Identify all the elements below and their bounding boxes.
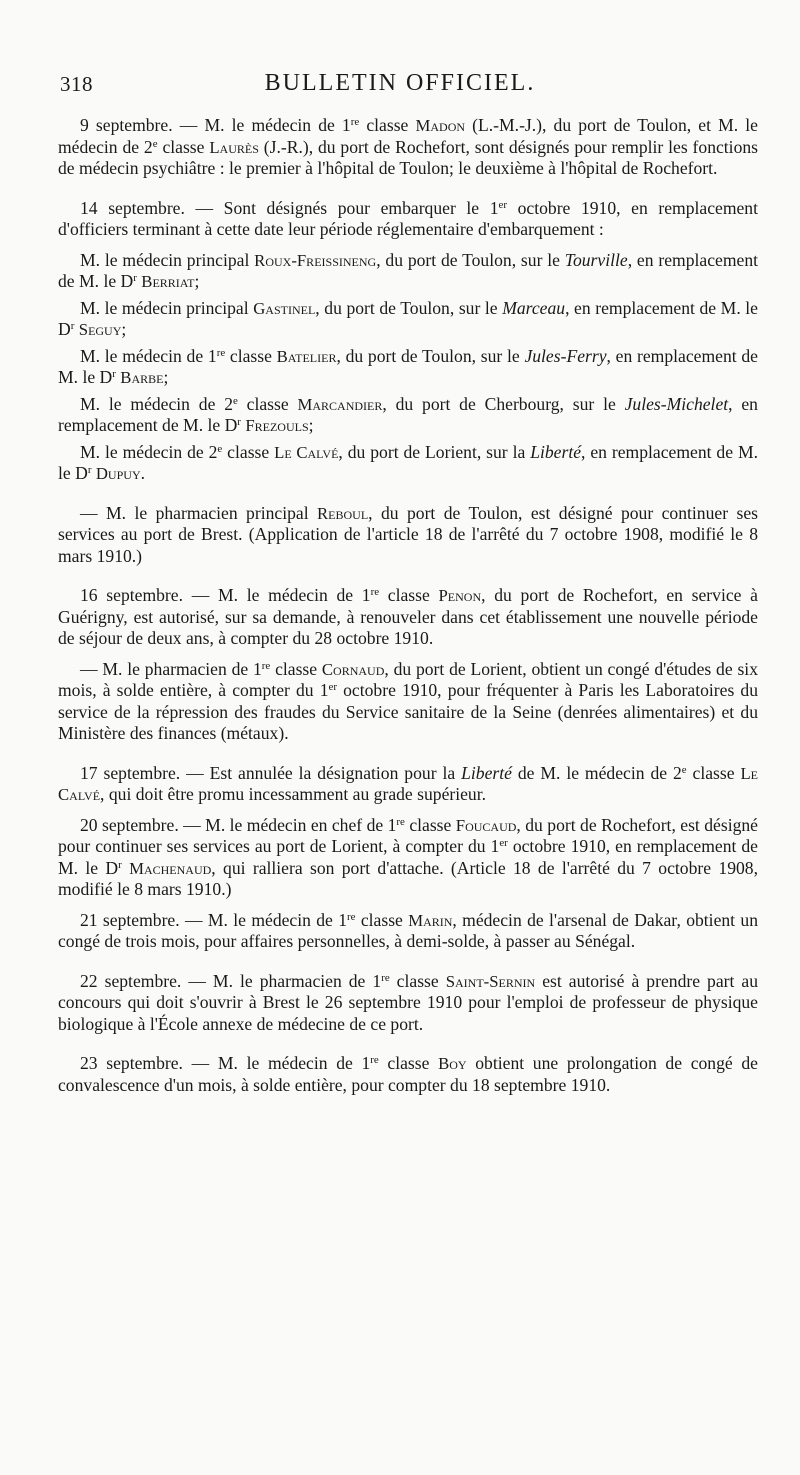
- text-run: , du port de Toulon, est désigné pour continuer ses services au port de Brest. (Application de l'article 18 de l'arrêté du 7 octobre 1908, modifié le 8 mars 1910.): [58, 502, 758, 566]
- text-run: ;: [194, 271, 200, 291]
- text-run: ;: [163, 367, 169, 387]
- text-run: classe: [359, 115, 416, 135]
- superscript: re: [216, 346, 226, 359]
- name-smallcaps: Gastinel: [253, 298, 316, 318]
- text-run: 21 septembre. — M. le médecin de 1: [80, 909, 348, 930]
- text-run: octobre 1910, pour fréquenter à Paris les Laboratoires du service de la répression des fraudes du Service sanitaire de la Seine (denrées alimentaires) et du Ministère des finances (métaux).: [58, 680, 759, 743]
- ship-name: Jules-Ferry: [524, 345, 607, 366]
- text-run: — M. le pharmacien de 1: [80, 658, 262, 679]
- text-run: classe: [379, 585, 439, 605]
- document-body: [58, 110, 758, 1096]
- name-smallcaps: Machenaud: [129, 858, 212, 878]
- text-run: , du port de Lorient, obtient un congé d'études de six mois, à solde entière, à compter du 1: [58, 658, 758, 700]
- paragraph: [58, 250, 758, 293]
- text-run: M. le médecin principal: [80, 249, 255, 270]
- paragraph: [58, 298, 758, 341]
- ship-name: Marceau: [502, 297, 566, 318]
- name-smallcaps: Laurès: [209, 137, 259, 157]
- superscript: re: [370, 1054, 379, 1066]
- text-run: .: [140, 463, 146, 483]
- running-title: BULLETIN OFFICIEL.: [264, 70, 536, 96]
- text-run: 22 septembre. — M. le pharmacien de 1: [80, 970, 382, 991]
- superscript: re: [350, 116, 360, 128]
- superscript: re: [381, 971, 390, 984]
- name-smallcaps: Barbe: [120, 368, 164, 387]
- text-run: [122, 858, 129, 878]
- text-run: classe: [404, 814, 456, 835]
- name-smallcaps: Foucaud: [455, 815, 517, 835]
- text-run: M. le médecin de 2: [80, 393, 234, 414]
- superscript: r: [118, 858, 122, 871]
- paragraph: [58, 394, 758, 437]
- paragraph: [58, 763, 758, 806]
- text-run: , qui doit être promu incessamment au grade supérieur.: [100, 784, 487, 804]
- paragraph: [58, 815, 758, 901]
- name-smallcaps: Batelier: [276, 346, 337, 366]
- name-smallcaps: Dupuy: [95, 464, 141, 483]
- superscript: re: [261, 659, 271, 672]
- ship-name: Tourville: [564, 249, 628, 270]
- superscript: re: [370, 586, 380, 598]
- name-smallcaps: Madon: [415, 116, 466, 135]
- superscript: r: [87, 464, 92, 476]
- ship-name: Liberté: [530, 441, 582, 462]
- text-run: octobre 1910, en remplacement d'officiers terminant à cette date leur période réglementaire d'embarquement :: [58, 197, 758, 239]
- name-smallcaps: Penon: [438, 586, 482, 605]
- text-run: , en remplacement de M. le D: [58, 249, 758, 291]
- superscript: re: [396, 815, 405, 828]
- text-run: classe: [222, 441, 275, 462]
- paragraph: [58, 115, 758, 180]
- superscript: r: [133, 272, 137, 284]
- text-run: , en remplacement de M. le D: [58, 441, 758, 483]
- text-run: classe: [237, 393, 298, 414]
- text-run: (J.-R.), du port de Rochefort, sont désignés pour remplir les fonctions de médecin psychiâtre : le premier à l'hôpital de Toulon; le deuxième à l'hôpital de Rochefort.: [58, 136, 759, 178]
- text-run: 16 septembre. — M. le médecin de 1: [80, 585, 371, 605]
- text-run: , en remplacement de M. le D: [58, 345, 758, 387]
- name-smallcaps: Frezouls: [245, 416, 309, 435]
- text-run: 20 septembre. — M. le médecin en chef de 1: [80, 814, 397, 835]
- name-smallcaps: Cornaud: [321, 659, 385, 679]
- paragraph: [58, 910, 758, 953]
- text-run: , du port de Toulon, sur le: [336, 345, 525, 366]
- text-run: obtient une prolongation de congé de convalescence d'un mois, à solde entière, pour compter du 18 septembre 1910.: [58, 1053, 758, 1095]
- superscript: r: [70, 320, 75, 332]
- name-smallcaps: Le Calvé: [58, 763, 758, 804]
- text-run: M. le médecin de 1: [80, 345, 217, 366]
- name-smallcaps: Marcandier: [297, 394, 383, 414]
- text-run: — M. le pharmacien principal: [80, 502, 317, 523]
- text-run: 14 septembre. — Sont désignés pour embarquer le 1: [80, 197, 499, 218]
- text-run: classe: [225, 345, 277, 366]
- page-header: [60, 62, 740, 102]
- superscript: e: [681, 763, 687, 776]
- text-run: , en remplacement de M. le D: [58, 393, 758, 435]
- name-smallcaps: Reboul: [317, 503, 369, 523]
- paragraph: [58, 503, 758, 568]
- paragraph: [58, 198, 758, 241]
- name-smallcaps: Berriat: [141, 272, 195, 291]
- text-run: classe: [686, 762, 741, 783]
- text-run: , du port de Lorient, sur la: [338, 441, 531, 462]
- page-number: 318: [60, 72, 93, 96]
- text-run: , du port de Toulon, sur le: [376, 249, 565, 270]
- superscript: e: [233, 394, 238, 407]
- text-run: , du port de Rochefort, est désigné pour continuer ses services au port de Lorient, à compter du 1: [58, 814, 758, 856]
- text-run: , du port de Toulon, sur le: [315, 297, 503, 318]
- name-smallcaps: Le Calvé: [274, 442, 339, 462]
- ship-name: Liberté: [461, 762, 512, 783]
- text-run: de M. le médecin de 2: [511, 762, 682, 783]
- text-run: ;: [308, 415, 314, 435]
- text-run: classe: [157, 136, 210, 157]
- ship-name: Jules-Michelet: [624, 393, 729, 414]
- name-smallcaps: Saint-Sernin: [445, 971, 536, 991]
- text-run: classe: [355, 909, 409, 930]
- text-run: ;: [121, 319, 127, 339]
- text-run: , médecin de l'arsenal de Dakar, obtient un congé de trois mois, pour affaires personnelles, à demi-solde, à passer au Sénégal.: [58, 909, 759, 951]
- text-run: M. le médecin principal: [80, 297, 254, 318]
- text-run: classe: [270, 658, 322, 679]
- name-smallcaps: Seguy: [78, 320, 122, 339]
- superscript: er: [328, 681, 337, 693]
- name-smallcaps: Boy: [438, 1054, 467, 1073]
- superscript: er: [499, 837, 508, 849]
- name-smallcaps: Marin: [408, 910, 453, 930]
- text-run: est autorisé à prendre part au concours qui doit s'ouvrir à Brest le 26 septembre 1910 pour l'emploi de professeur de physique biologique à l'École annexe de médecine de ce port.: [58, 970, 759, 1034]
- text-run: M. le médecin de 2: [80, 441, 218, 462]
- name-smallcaps: Roux-Freissineng: [254, 250, 377, 270]
- text-run: 17 septembre. — Est annulée la désignation pour la: [80, 762, 462, 783]
- text-run: , en remplacement de M. le D: [58, 297, 758, 339]
- paragraph: [58, 442, 758, 485]
- superscript: e: [217, 442, 223, 455]
- text-run: , qui ralliera son port d'attache. (Article 18 de l'arrêté du 7 octobre 1908, modifié le 8 mars 1910.): [58, 857, 758, 899]
- text-run: 23 septembre. — M. le médecin de 1: [80, 1053, 371, 1073]
- text-run: classe: [389, 970, 446, 991]
- text-run: classe: [378, 1053, 439, 1073]
- superscript: er: [498, 198, 507, 211]
- text-run: , du port de Rochefort, en service à Guérigny, est autorisé, sur sa demande, à renouveler dans cet établissement une nouvelle période de séjour de deux ans, à compter du 28 octobre 1910.: [58, 585, 758, 648]
- paragraph: [58, 659, 758, 745]
- paragraph: [58, 585, 758, 650]
- superscript: r: [112, 368, 116, 380]
- superscript: r: [237, 416, 241, 428]
- paragraph: [58, 346, 758, 389]
- text-run: , du port de Cherbourg, sur le: [382, 393, 625, 414]
- text-run: (L.-M.-J.), du port de Toulon, et M. le médecin de 2: [58, 115, 758, 157]
- superscript: re: [347, 910, 356, 923]
- superscript: e: [152, 137, 158, 150]
- paragraph: [58, 971, 758, 1036]
- text-run: 9 septembre. — M. le médecin de 1: [80, 115, 351, 135]
- paragraph: [58, 1053, 758, 1096]
- text-run: octobre 1910, en remplacement de M. le D: [58, 836, 758, 878]
